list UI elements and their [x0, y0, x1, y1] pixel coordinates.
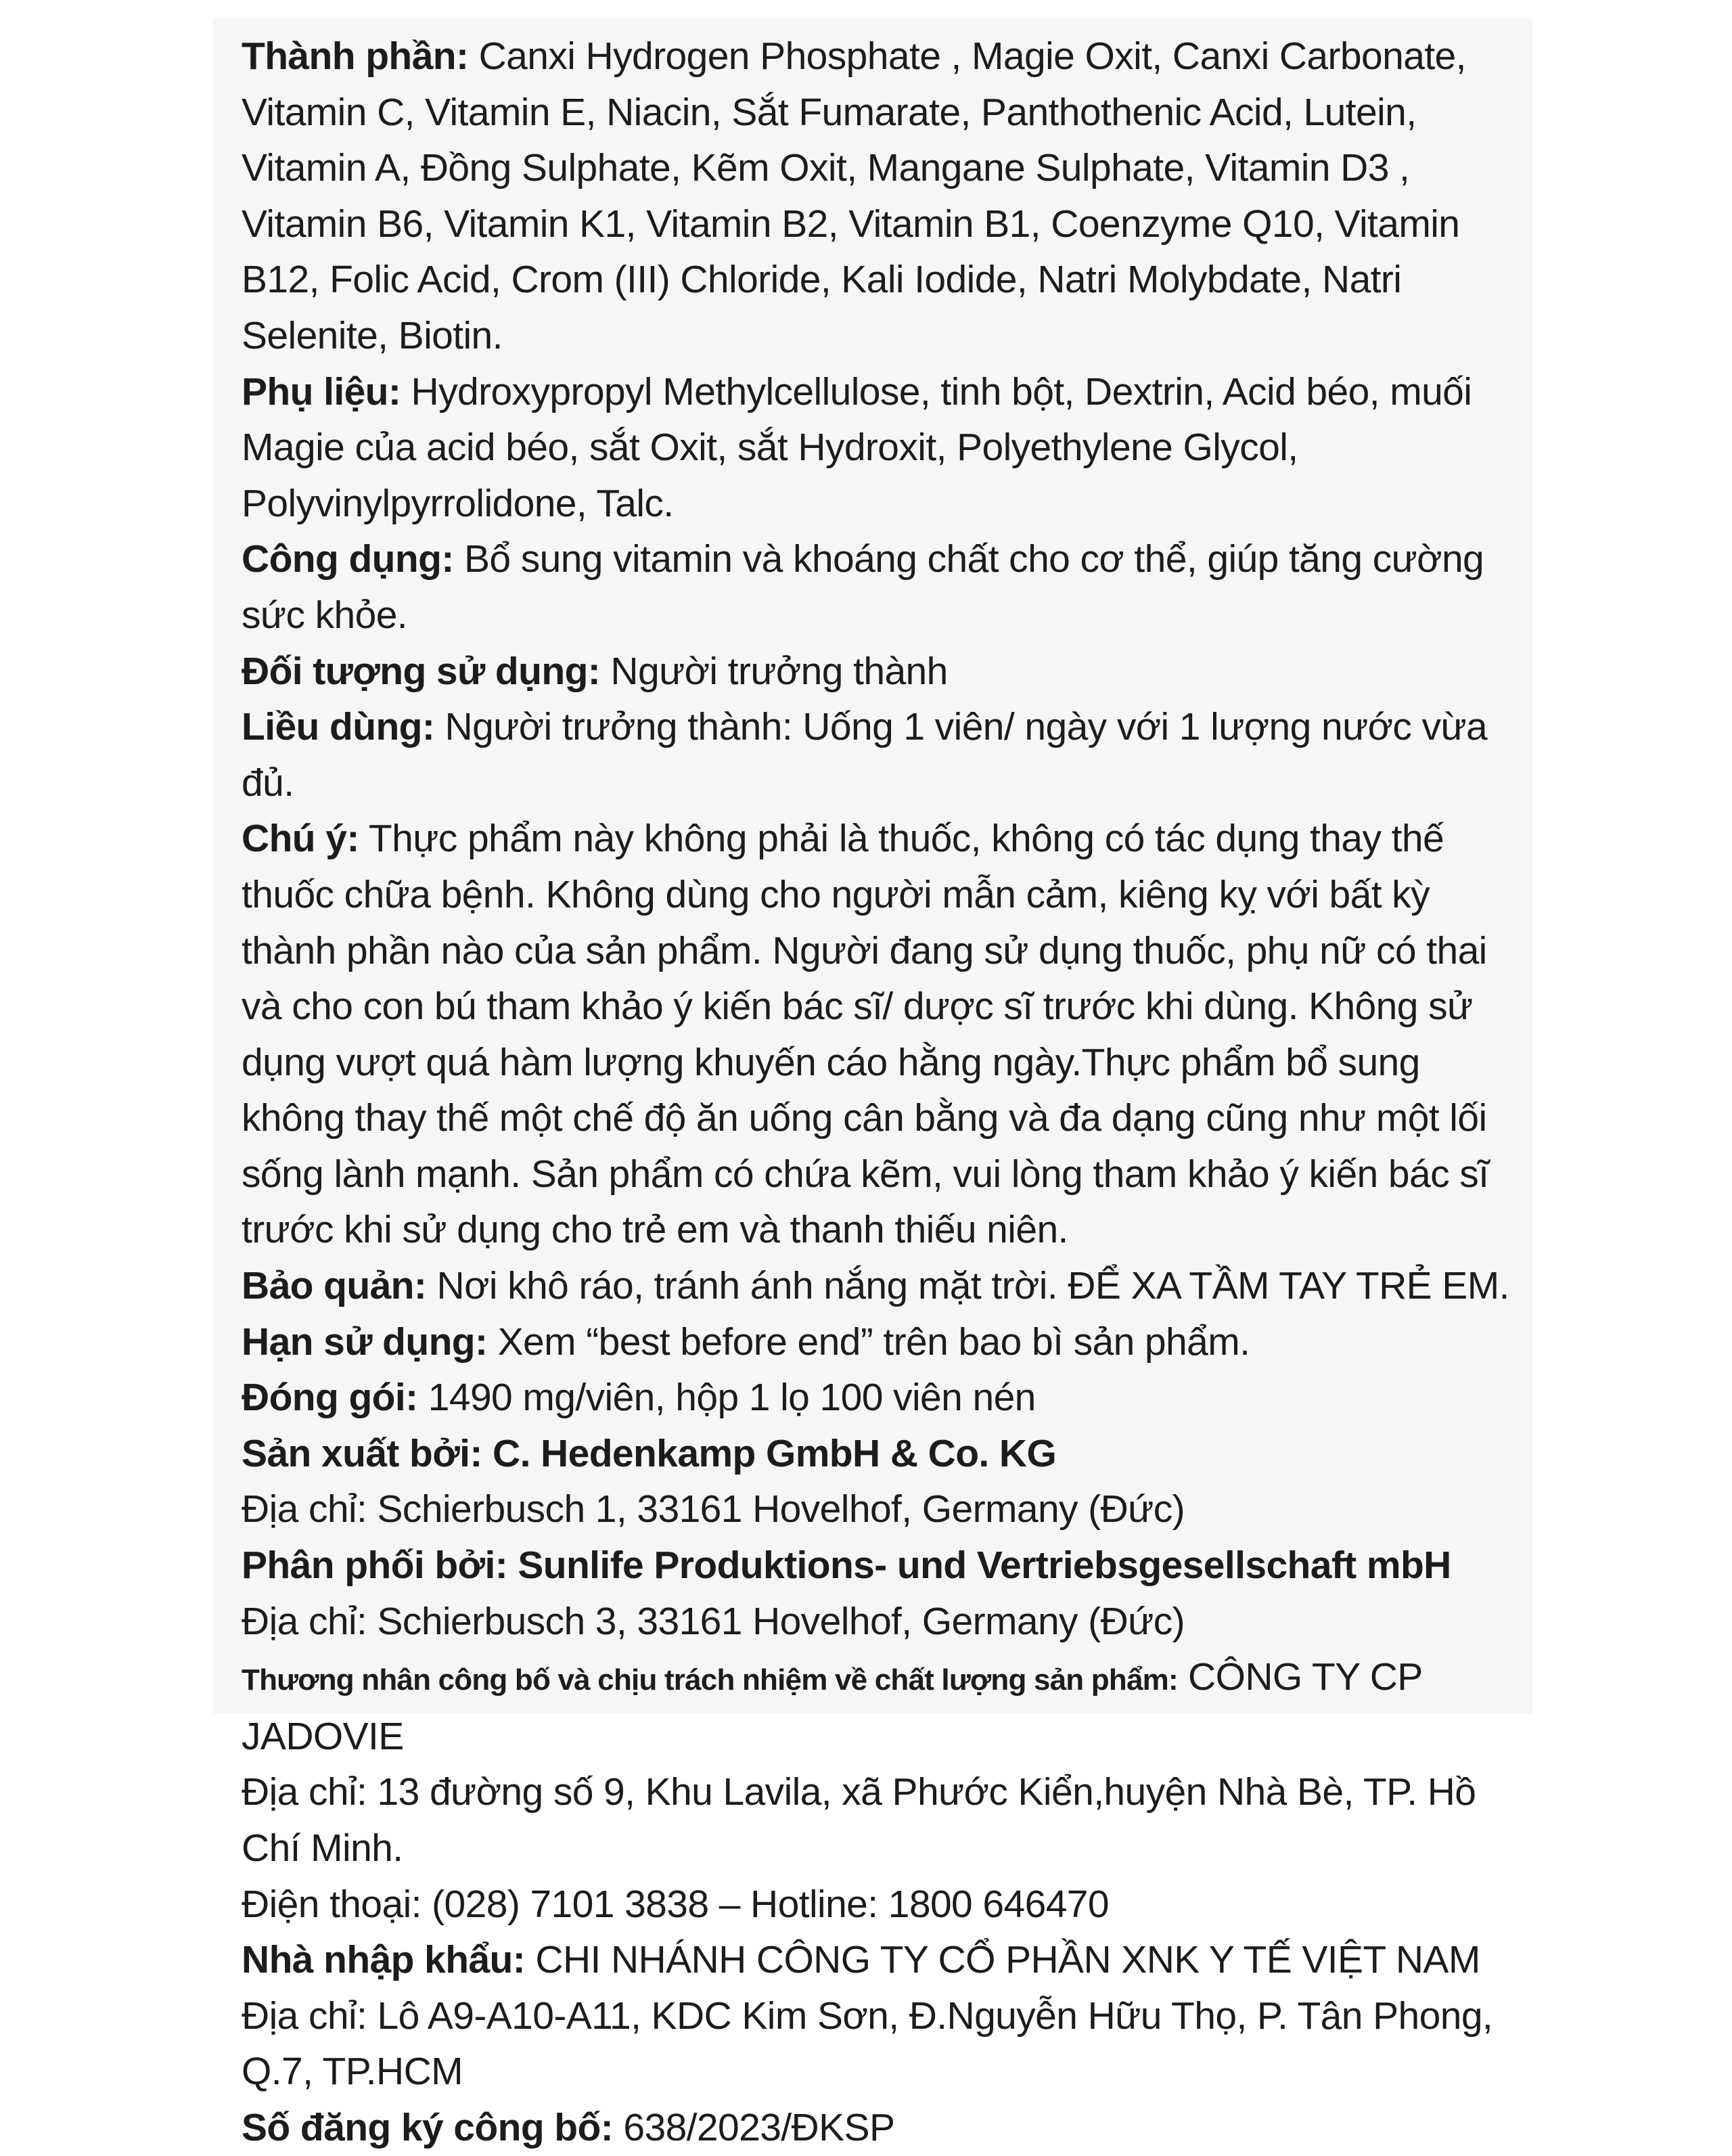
ingredients-label: Thành phần:	[242, 35, 469, 78]
distributor-name: Sunlife Produktions- und Vertriebsgesellschaft mbH	[507, 1544, 1451, 1588]
responsible-phone: Điện thoại: (028) 7101 3838 – Hotline: 1800 646470	[242, 1882, 1110, 1926]
packaging-section	[242, 1370, 1524, 1426]
target-value: Người trưởng thành	[600, 649, 948, 693]
uses-label: Công dụng:	[242, 537, 454, 581]
manufacturer-label: Sản xuất bởi:	[242, 1431, 482, 1475]
expiry-section	[242, 1314, 1524, 1370]
importer-section	[242, 1932, 1524, 1988]
uses-value: Bổ sung vitamin và khoáng chất cho cơ thể, giúp tăng cường sức khỏe.	[242, 537, 1484, 637]
ingredients-value: Canxi Hydrogen Phosphate , Magie Oxit, Canxi Carbonate, Vitamin C, Vitamin E, Niacin, Sắt Fumarate, Panthothenic Acid, Lutein, Vitamin A, Đồng Sulphate, Kẽm Oxit, Mangane Sulphate, Vitamin D3 , Vitamin B6, Vitamin K1, Vitamin B2, Vitamin B1, Coenzyme Q10, Vitamin B12, Folic Acid, Crom (III) Chloride, Kali Iodide, Natri Molybdate, Natri Selenite, Biotin.	[242, 35, 1466, 357]
storage-label: Bảo quản:	[242, 1264, 427, 1308]
packaging-value: 1490 mg/viên, hộp 1 lọ 100 viên nén	[417, 1376, 1036, 1420]
responsible-section	[242, 1649, 1524, 1764]
registration-value: 638/2023/ĐKSP	[613, 2105, 895, 2149]
caution-value: Thực phẩm này không phải là thuốc, không có tác dụng thay thế thuốc chữa bệnh. Không dùng cho người mẫn cảm, kiêng kỵ với bất kỳ thành phần nào của sản phẩm. Người đang sử dụng thuốc, phụ nữ có thai và cho con bú tham khảo ý kiến bác sĩ/ dược sĩ trước khi dùng. Không sử dụng vượt quá hàm lượng khuyến cáo hằng ngày.Thực phẩm bổ sung không thay thế một chế độ ăn uống cân bằng và đa dạng cũng như một lối sống lành mạnh. Sản phẩm có chứa kẽm, vui lòng tham khảo ý kiến bác sĩ trước khi sử dụng cho trẻ em và thanh thiếu niên.	[242, 817, 1489, 1252]
importer-name: CHI NHÁNH CÔNG TY CỔ PHẦN XNK Y TẾ VIỆT NAM	[525, 1938, 1480, 1982]
responsible-company: CÔNG TY CP JADOVIE	[242, 1655, 1422, 1758]
distributor-address: Địa chỉ: Schierbusch 3, 33161 Hovelhof, Germany (Đức)	[242, 1599, 1185, 1643]
target-label: Đối tượng sử dụng:	[242, 649, 601, 693]
importer-address: Địa chỉ: Lô A9-A10-A11, KDC Kim Sơn, Đ.Nguyễn Hữu Thọ, P. Tân Phong, Q.7, TP.HCM	[242, 1994, 1493, 2094]
excipients-section	[242, 364, 1524, 532]
expiry-label: Hạn sử dụng:	[242, 1320, 488, 1364]
dosage-value: Người trưởng thành: Uống 1 viên/ ngày với 1 lượng nước vừa đủ.	[242, 705, 1488, 805]
caution-label: Chú ý:	[242, 817, 359, 861]
importer-label: Nhà nhập khẩu:	[242, 1938, 526, 1982]
manufacturer-name: C. Hedenkamp GmbH & Co. KG	[482, 1431, 1057, 1475]
dosage-label: Liều dùng:	[242, 705, 435, 749]
caution-section	[242, 811, 1524, 1258]
distributor-section	[242, 1537, 1524, 1594]
packaging-label: Đóng gói:	[242, 1376, 418, 1420]
registration-label: Số đăng ký công bố:	[242, 2105, 614, 2149]
excipients-value: Hydroxypropyl Methylcellulose, tinh bột, Dextrin, Acid béo, muối Magie của acid béo, sắt Oxit, sắt Hydroxit, Polyethylene Glycol, Polyvinylpyrrolidone, Talc.	[242, 369, 1472, 525]
ingredients-section	[242, 28, 1524, 364]
responsible-label: Thương nhân công bố và chịu trách nhiệm về chất lượng sản phẩm:	[242, 1663, 1178, 1697]
storage-section	[242, 1258, 1524, 1314]
expiry-value: Xem “best before end” trên bao bì sản phẩm.	[487, 1320, 1250, 1364]
manufacturer-section	[242, 1426, 1524, 1482]
uses-section	[242, 531, 1524, 643]
distributor-label: Phân phối bởi:	[242, 1544, 508, 1588]
manufacturer-address: Địa chỉ: Schierbusch 1, 33161 Hovelhof, Germany (Đức)	[242, 1487, 1185, 1531]
storage-value: Nơi khô ráo, tránh ánh nắng mặt trời. ĐỂ XA TẦM TAY TRẺ EM.	[426, 1264, 1509, 1308]
excipients-label: Phụ liệu:	[242, 369, 401, 413]
dosage-section	[242, 699, 1524, 811]
registration-section	[242, 2100, 1524, 2156]
responsible-address: Địa chỉ: 13 đường số 9, Khu Lavila, xã Phước Kiển,huyện Nhà Bè, TP. Hồ Chí Minh.	[242, 1770, 1476, 1870]
target-section	[242, 644, 1524, 700]
product-label-text	[242, 28, 1524, 2156]
